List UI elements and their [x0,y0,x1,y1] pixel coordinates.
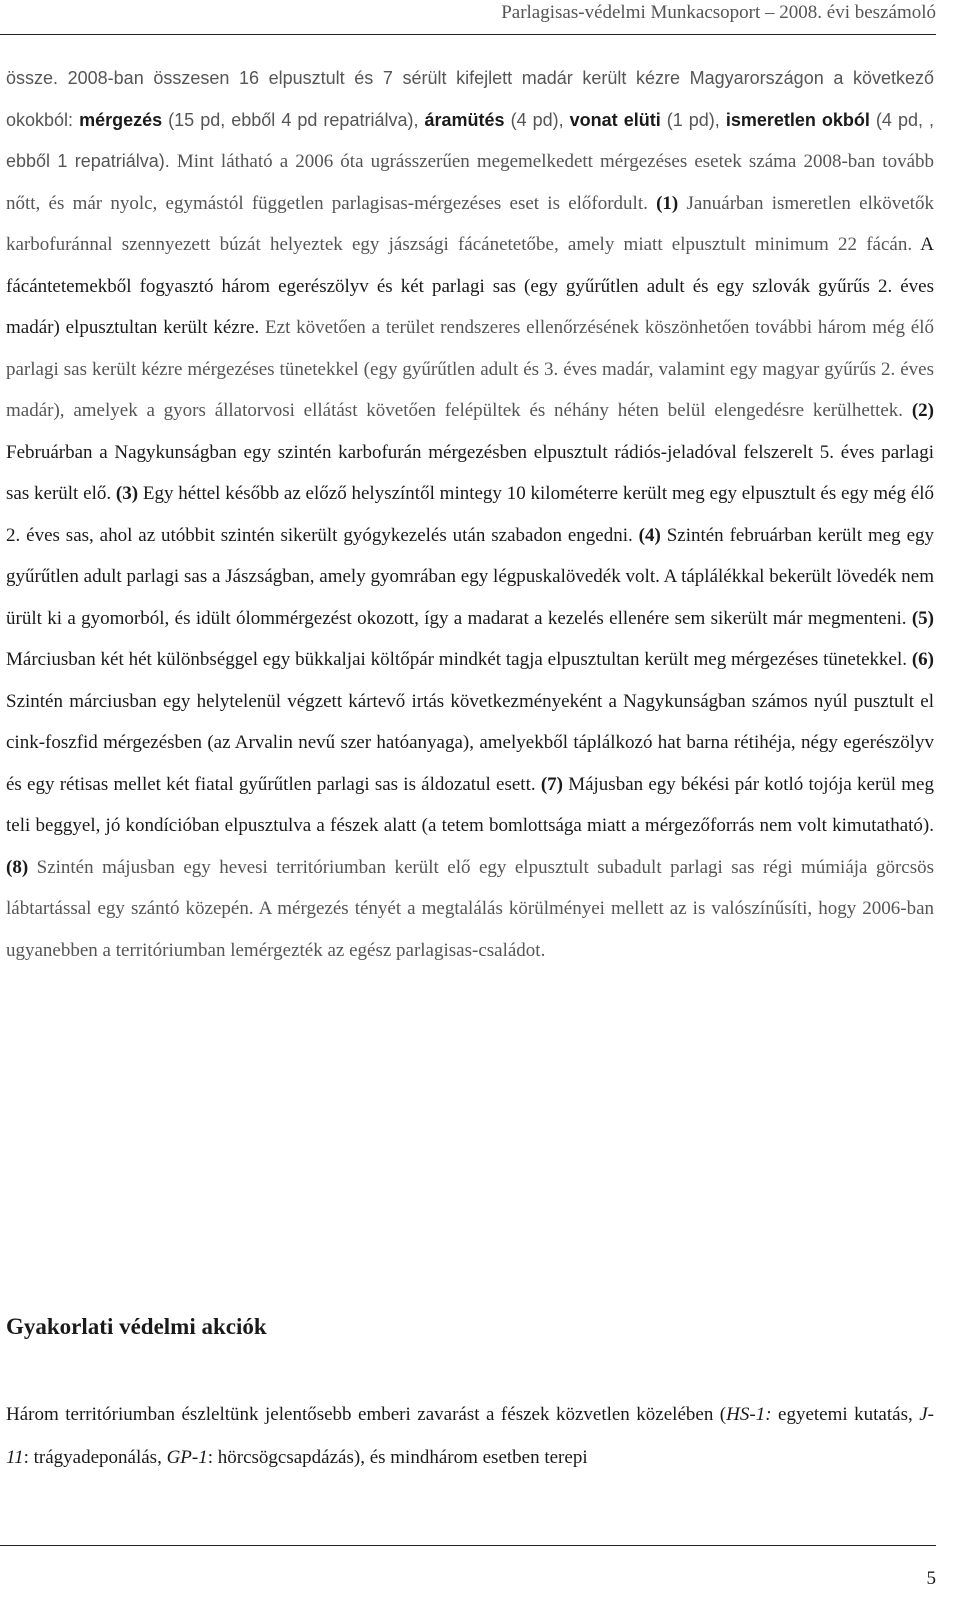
case-text-6: Szintén márciusban egy helytelenül végzett kártevő irtás következményeként a Nagykunságban számos nyúl pusztult el cink-foszfid mérgezésben (az Arvalin nevű szer hatóanyaga), amelyekből táplálkozó hat barna rétihéja, négy egerészölyv és egy rétisas mellet két fiatal gyűrűtlen parlagi sas is áldozatul esett. [6,690,934,795]
case-marker-1: (1) [656,192,679,214]
case-text-1c: Ezt követően a terület rendszeres ellenőrzésének köszönhetően további három még élő parlagi sas került kézre mérgezéses tünetekkel (egy gyűrűtlen adult és 3. éves madár, valamint egy magyar gyűrűs 2. éves madár), amelyek a gyors állatorvosi ellátást követően felépültek és néhány héten belül elengedésre kerülhettek. [6,317,934,421]
bold-term-electrocution: áramütés [424,109,505,130]
text-run: : hörcsögcsapdázás), és mindhárom esetben terepi [207,1447,588,1468]
body-paragraph-poisoning [6,58,934,971]
header-divider [0,34,936,35]
territory-code-j11: J-11 [6,1404,934,1468]
body-paragraph-actions [6,1393,934,1479]
text-run: Mint látható a 2006 óta ugrásszerűen megemelkedett mérgezéses esetek száma 2008-ban tovább nőtt, és már nyolc, egymástól független parlagisas-mérgezéses eset is előfordult. [6,151,935,214]
case-marker-4: (4) [638,524,661,546]
case-text-1a: Januárban ismeretlen elkövetők karbofuránnal szennyezett búzát helyeztek egy jászsági fácánetetőbe, amely miatt elpusztult minimum 22 fácán. [6,192,934,255]
running-header: Parlagisas-védelmi Munkacsoport – 2008. évi beszámoló [501,2,936,23]
case-text-1b: A fácántetemekből fogyasztó három egerészölyv és két parlagi sas (egy gyűrűtlen adult és egy szlovák gyűrűs 2. éves madár) elpusztultan került kézre. [6,234,934,338]
section-heading: Gyakorlati védelmi akciók [6,1314,267,1339]
text-run: (1 pd), [660,109,726,130]
text-run: (4 pd, , ebből 1 repatriálva). [6,109,935,171]
bold-term-train-collision: vonat elüti [569,109,661,130]
text-run: össze. 2008-ban összesen 16 elpusztult és 7 sérült kifejlett madár került kézre Magyarországon a következő okokból: [6,68,934,130]
page-number: 5 [926,1568,936,1589]
case-text-2: Februárban a Nagykunságban egy szintén karbofurán mérgezésben elpusztult rádiós-jeladóval felszerelt 5. éves parlagi sas került elő. [6,441,934,504]
bold-term-poisoning: mérgezés [79,109,163,130]
case-marker-3: (3) [115,483,139,504]
territory-code-hs1: HS-1: [726,1404,772,1425]
text-run: egyetemi kutatás, [771,1404,920,1425]
footer-divider [0,1545,936,1546]
case-text-7: Májusban egy békési pár kotló tojója kerül meg teli beggyel, jó kondícióban elpusztulva a fészek alatt (a tetem bomlottsága miatt a mérgezőforrás nem volt kimutatható). [6,773,934,836]
case-marker-8: (8) [6,856,29,878]
case-marker-2: (2) [911,400,934,421]
text-run: (4 pd), [504,109,570,130]
territory-code-gp1: GP-1 [166,1447,208,1468]
text-run: (15 pd, ebből 4 pd repatriálva), [162,109,425,130]
case-text-3: Egy héttel később az előző helyszíntől mintegy 10 kilométerre került meg egy elpusztult és egy még élő 2. éves sas, ahol az utóbbit szintén sikerült gyógykezelés után szabadon engedni. [6,483,934,546]
text-run: : trágyadeponálás, [23,1447,167,1468]
case-text-5: Márciusban két hét különbséggel egy bükkaljai költőpár mindkét tagja elpusztultan került meg mérgezéses tünetekkel. [6,649,912,670]
case-marker-5: (5) [911,607,934,629]
text-run: Három territóriumban észleltünk jelentősebb emberi zavarást a fészek közvetlen közelében ( [6,1404,727,1425]
case-marker-6: (6) [911,649,934,670]
case-text-8: Szintén májusban egy hevesi territóriumban került elő egy elpusztult subadult parlagi sas régi múmiája görcsös lábtartással egy szántó közepén. A mérgezés tényét a megtalálás körülményei mellett az is valószínűsíti, hogy 2006-ban ugyanebben a territóriumban lemérgezték az egész parlagisas-családot. [6,856,934,961]
case-text-4: Szintén februárban került meg egy gyűrűtlen adult parlagi sas a Jászságban, amely gyomrában egy légpuskalövedék volt. A táplálékkal bekerült lövedék nem ürült ki a gyomorból, és idült ólommérgezést okozott, így a madarat a kezelés ellenére sem sikerült már megmenteni. [6,524,934,629]
bold-term-unknown-cause: ismeretlen okból [725,109,870,130]
case-marker-7: (7) [540,773,563,795]
